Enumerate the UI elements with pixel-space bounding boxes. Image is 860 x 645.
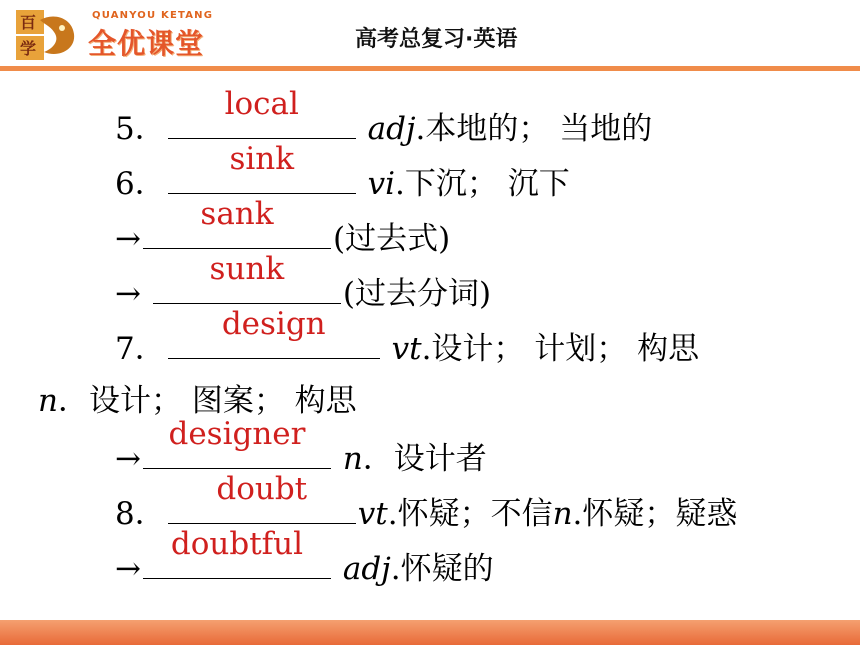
item-number: 7． bbox=[115, 331, 166, 367]
answer-text: designer bbox=[168, 416, 306, 452]
svg-text:学: 学 bbox=[20, 39, 37, 58]
answer-blank bbox=[168, 471, 356, 524]
page-title: 高考总复习·英语 bbox=[355, 27, 518, 52]
part-of-speech: adj bbox=[367, 111, 416, 147]
part-of-speech: vt bbox=[357, 496, 388, 532]
answer-text: sink bbox=[229, 141, 295, 177]
answer-text: local bbox=[224, 86, 299, 122]
definition: .怀疑；疑惑 bbox=[572, 496, 738, 532]
vocab-line-doubtful bbox=[115, 526, 494, 587]
item-number: 5． bbox=[115, 111, 166, 147]
part-of-speech: adj bbox=[342, 551, 391, 587]
answer-blank bbox=[168, 306, 380, 359]
footer-bar bbox=[0, 620, 860, 645]
arrow-icon: → bbox=[115, 551, 141, 587]
definition: (过去分词) bbox=[342, 276, 492, 312]
header bbox=[0, 0, 860, 72]
answer-text: sunk bbox=[209, 251, 285, 287]
answer-text: doubtful bbox=[170, 526, 304, 562]
arrow-icon: → bbox=[115, 441, 141, 477]
part-of-speech: vt bbox=[391, 331, 422, 367]
definition: .设计； 计划； 构思 bbox=[421, 331, 700, 367]
part-of-speech: n bbox=[552, 496, 573, 532]
part-of-speech: n bbox=[38, 383, 58, 419]
part-of-speech: vi bbox=[367, 166, 396, 202]
item-number: 8． bbox=[115, 496, 166, 532]
item-number: 6． bbox=[115, 166, 166, 202]
answer-blank bbox=[143, 416, 331, 469]
part-of-speech: n bbox=[342, 441, 363, 477]
answer-blank bbox=[143, 526, 331, 579]
definition: .本地的； 当地的 bbox=[415, 111, 653, 147]
logo-chinese: 全优课堂 bbox=[88, 27, 205, 60]
arrow-icon: → bbox=[115, 221, 141, 257]
answer-blank bbox=[143, 196, 331, 249]
vocab-line-7 bbox=[115, 306, 700, 367]
definition: ．设计者 bbox=[362, 441, 487, 477]
arrow-icon: → bbox=[115, 276, 141, 312]
logo-english: QUANYOU KETANG bbox=[92, 10, 214, 21]
answer-text: sank bbox=[200, 196, 274, 232]
answer-blank bbox=[153, 251, 341, 304]
vocab-line-7-noun bbox=[38, 383, 357, 419]
definition: .下沉； 沉下 bbox=[395, 166, 570, 202]
answer-blank bbox=[168, 141, 356, 194]
definition: .怀疑的 bbox=[390, 551, 494, 587]
answer-blank bbox=[168, 86, 356, 139]
header-divider bbox=[0, 66, 860, 71]
svg-text:百: 百 bbox=[20, 13, 37, 32]
logo-emblem-icon bbox=[14, 8, 78, 64]
answer-text: design bbox=[221, 306, 326, 342]
definition: .怀疑；不信 bbox=[387, 496, 553, 532]
definition: ．设计； 图案； 构思 bbox=[57, 383, 357, 419]
definition: (过去式) bbox=[332, 221, 451, 257]
answer-text: doubt bbox=[216, 471, 308, 507]
